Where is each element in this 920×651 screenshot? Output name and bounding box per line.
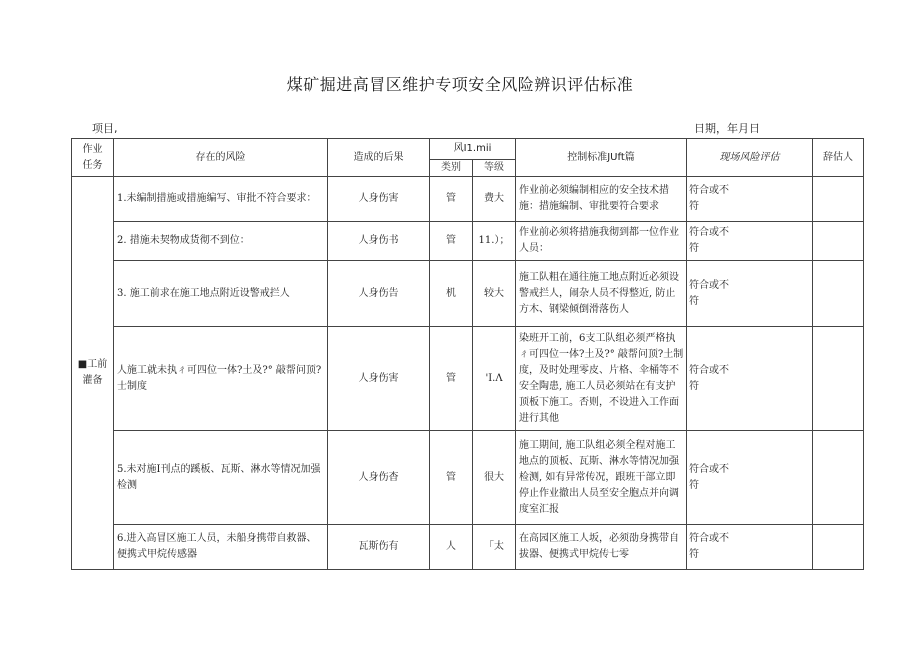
assessor-cell [813,177,864,222]
consequence-cell: 瓦斯伤有 [328,525,430,570]
header-row-1 [72,139,864,160]
grade-cell: 11.）； [473,222,516,261]
risk-assessment-table [71,138,864,570]
assessor-cell [813,327,864,431]
header-task-line1: 作业 [82,143,103,155]
grade-cell: 很大 [473,431,516,525]
eval-text: 符合或不符 [689,227,730,254]
stage-label-line2: 灌备 [82,375,103,386]
risk-cell: 1.未编制措施或措施编写、审批不符合要求： [114,177,328,222]
assessor-cell [813,261,864,327]
header-task-line2: 任务 [82,159,103,171]
table-row [72,222,864,261]
eval-text: 符合或不符 [689,185,730,212]
grade-cell: 'I.Λ [473,327,516,431]
eval-cell [687,177,813,222]
grade-cell: 「太 [473,525,516,570]
header-risk: 存在的风险 [114,139,328,177]
risk-cell: 2. 措施未契物成货彻不到位： [114,222,328,261]
consequence-cell: 人身伤害 [328,327,430,431]
category-cell: 人 [430,525,473,570]
header-control: 控制标准JUft篇 [516,139,687,177]
header-category: 类别 [430,160,473,177]
table-row [72,327,864,431]
date-label: 日期，年月日 [694,122,760,135]
grade-cell: 费大 [473,177,516,222]
header-assessor: 辞估人 [813,139,864,177]
eval-cell [687,261,813,327]
category-cell: 机 [430,261,473,327]
header-consequence: 造成的后果 [328,139,430,177]
assessor-cell [813,431,864,525]
table-row [72,261,864,327]
consequence-cell: 人身伤杳 [328,431,430,525]
eval-cell [687,327,813,431]
consequence-cell: 人身伤害 [328,177,430,222]
risk-cell: 6.进入高冒区施工人员，未船身携带自救器、便携式甲烷传感器 [114,525,328,570]
risk-cell: 3. 施工前求在施工地点附近设警戒拦人 [114,261,328,327]
assessor-cell [813,525,864,570]
risk-cell: 5.未对施Ⅰ刊点的蹊板、瓦斯、淋水等情况加强检测 [114,431,328,525]
control-cell: 在高园区施工人坂，必须劭身携带自拔器、便携式甲烷传七零 [516,525,687,570]
stage-cell [72,177,114,570]
assessor-cell [813,222,864,261]
control-cell: 染班开工前，6支工队组必须严格执ㄔ可四位一体?土及?° 敲帮问顶?土制度，及时处理零皮、片格、伞桶等不安全陶患, 施工人员必须站在有支护顶板下施工。否则，不设进入工作面进行其他 [516,327,687,431]
eval-text: 符合或不符 [689,463,730,491]
grade-cell: 较大 [473,261,516,327]
eval-text: 符合或不符 [689,533,730,560]
eval-cell [687,525,813,570]
stage-label-line1: ■工前 [77,359,108,370]
control-cell: 作业前必须将措施我彻到都一位作业人员： [516,222,687,261]
category-cell: 管 [430,222,473,261]
control-cell: 作业前必须编制相应的安全技术措施：措施编制、审批要符合要求 [516,177,687,222]
eval-cell [687,431,813,525]
table-row [72,525,864,570]
consequence-cell: 人身伤告 [328,261,430,327]
eval-text: 符合或不符 [689,279,730,307]
header-task [72,139,114,177]
category-cell: 管 [430,327,473,431]
project-label: 项目, [92,122,118,135]
document-title: 煤矿掘进高冒区维护专项安全风险辨识评估标准 [286,75,634,94]
header-onsite-eval: 现场风险评估 [687,139,813,177]
header-grade: 等级 [473,160,516,177]
eval-text: 符合或不符 [689,364,730,392]
consequence-cell: 人身伤书 [328,222,430,261]
control-cell: 施工期间, 施工队组必须全程对施工地点的顶板、瓦斯、淋水等情况加强检测, 如有异常传况，跟班干部立即停止作业撤出人员至安全胞点并向调度室汇报 [516,431,687,525]
control-cell: 施工队粗在通往施工地点附近必须设警戒拦人，闹杂人员不得整近, 防止方木、钢梁倾倒滑落伤人 [516,261,687,327]
risk-cell: 人施工就未执ㄔ可四位一体?土及?° 敲帮问顶? 士制度 [114,327,328,431]
table-row [72,431,864,525]
eval-cell [687,222,813,261]
category-cell: 管 [430,177,473,222]
category-cell: 管 [430,431,473,525]
table-row [72,177,864,222]
header-risk-level: 风I1.mii [430,139,516,160]
